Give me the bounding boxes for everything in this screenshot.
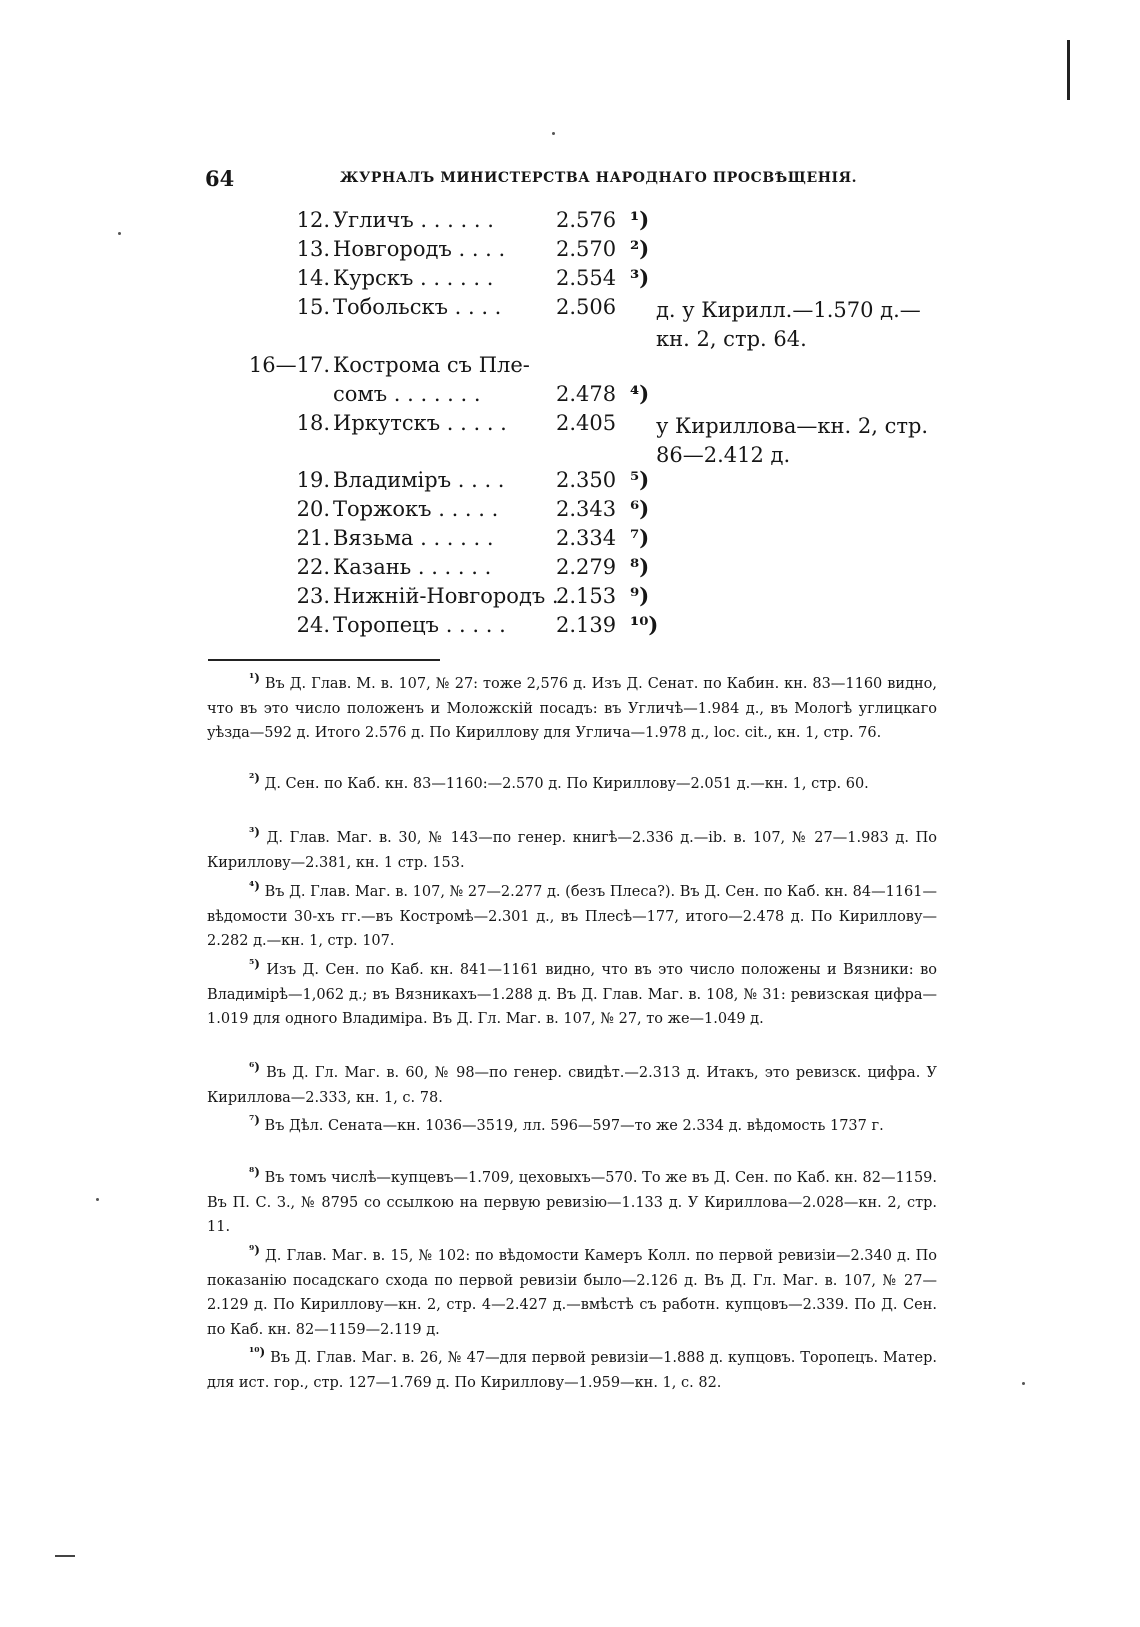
city-value: 2.576 — [556, 208, 617, 232]
table-row — [0, 494, 1140, 524]
city-name: Казань . . . . . . — [333, 555, 492, 579]
table-row — [0, 610, 1140, 640]
row-number: 22. — [296, 555, 330, 579]
footnote-text: Въ Дѣл. Сената—кн. 1036—3519, лл. 596—597—то же 2.334 д. вѣдомость 1737 г. — [264, 1118, 884, 1134]
footnote-ref: ⁹) — [630, 583, 650, 608]
city-value: 2.506 — [556, 295, 617, 319]
footnote — [207, 1114, 937, 1139]
footnote — [207, 1244, 937, 1342]
table-row — [0, 408, 1140, 470]
footnote-mark: ⁵) — [249, 957, 260, 972]
scan-edge-mark — [1067, 40, 1070, 100]
footnote — [207, 1346, 937, 1395]
footnote-mark: ¹) — [249, 671, 260, 686]
page-number: 64 — [205, 166, 235, 191]
side-note: у Кириллова—кн. 2, стр. 86—2.412 д. — [656, 414, 929, 467]
row-number: 23. — [296, 584, 330, 608]
city-name: Новгородъ . . . . — [333, 237, 506, 261]
footnote — [207, 826, 937, 875]
footnote-text: Въ Д. Глав. М. в. 107, № 27: тоже 2,576 д. Изъ Д. Сенат. по Кабин. кн. 83—1160 видно, что въ это число положенъ и Моложскій посадъ: въ Угличѣ—1.984 д., въ Мологѣ углицкаго уѣзда—592 д. Итого 2.576 д. По Кириллову для Углича—1.978 д., loc. cit., кн. 1, стр. 76. — [207, 676, 937, 741]
city-name: Торопецъ . . . . . — [333, 613, 506, 637]
footnote-text: Въ Д. Глав. Маг. в. 107, № 27—2.277 д. (безъ Плеса?). Въ Д. Сен. по Каб. кн. 84—1161—вѣдомости 30-хъ гг.—въ Костромѣ—2.301 д., въ Плесѣ—177, итого—2.478 д. По Кириллову—2.282 д.—кн. 1, стр. 107. — [207, 884, 937, 949]
city-value: 2.570 — [556, 237, 617, 261]
table-row — [0, 581, 1140, 611]
footnote-mark: ⁶) — [249, 1060, 260, 1075]
city-name: Вязьма . . . . . . — [333, 526, 494, 550]
city-value: 2.279 — [556, 555, 617, 579]
footnote — [207, 772, 937, 797]
footnote-text: Д. Глав. Маг. в. 15, № 102: по вѣдомости Камеръ Колл. по первой ревизіи—2.340 д. По показанію посадскаго схода по первой ревизіи было—2.126 д. Въ Д. Гл. Маг. в. 107, № 27—2.129 д. По Кириллову—кн. 2, стр. 4—2.427 д.—вмѣстѣ съ работн. купцовъ—2.339. По Д. Сен. по Каб. кн. 82—1159—2.119 д. — [207, 1248, 938, 1338]
table-row — [0, 234, 1140, 264]
footnote-ref: ⁶) — [630, 496, 650, 521]
city-name: Тобольскъ . . . . — [333, 295, 502, 319]
row-number: 24. — [296, 613, 330, 637]
row-number: 20. — [296, 497, 330, 521]
row-number: 12. — [296, 208, 330, 232]
city-name: Нижній-Новгородъ . — [333, 584, 559, 608]
table-row — [0, 350, 1140, 380]
row-number: 13. — [296, 237, 330, 261]
city-value: 2.554 — [556, 266, 617, 290]
footnote — [207, 958, 937, 1032]
footnote-text: Въ томъ числѣ—купцевъ—1.709, цеховыхъ—570. То же въ Д. Сен. по Каб. кн. 82—1159. Въ П. С. З., № 8795 со ссылкою на первую ревизію—1.133 д. У Кириллова—2.028—кн. 2, стр. 11. — [207, 1170, 938, 1235]
footnote-mark: ³) — [249, 825, 260, 840]
table-row — [0, 205, 1140, 235]
city-name: Курскъ . . . . . . — [333, 266, 494, 290]
city-value: 2.350 — [556, 468, 617, 492]
city-name: Кострома съ Пле- — [333, 353, 530, 377]
scan-speck — [96, 1198, 99, 1201]
table-row — [0, 292, 1140, 354]
city-name: Иркутскъ . . . . . — [333, 411, 507, 435]
footnote-mark: ²) — [249, 771, 260, 786]
footnote-ref: ¹⁰) — [630, 612, 659, 637]
row-number: 15. — [296, 295, 330, 319]
footnote-ref: ¹) — [630, 207, 650, 232]
city-value: 2.153 — [556, 584, 617, 608]
city-value: 2.478 — [556, 382, 617, 406]
footnote-text: Д. Сен. по Каб. кн. 83—1160:—2.570 д. По Кириллову—2.051 д.—кн. 1, стр. 60. — [264, 776, 869, 792]
footnote-separator — [208, 659, 440, 661]
row-number: 14. — [296, 266, 330, 290]
footnote-text: Въ Д. Гл. Маг. в. 60, № 98—по генер. свидѣт.—2.313 д. Итакъ, это ревизск. цифра. У Кириллова—2.333, кн. 1, с. 78. — [207, 1065, 937, 1106]
row-number: 16—17. — [248, 353, 330, 377]
footnote-ref: ⁷) — [630, 525, 650, 550]
footnote-ref: ²) — [630, 236, 650, 261]
scan-speck — [552, 132, 555, 135]
footnote-mark: ⁹) — [249, 1243, 260, 1258]
footnote-text: Д. Глав. Маг. в. 30, № 143—по генер. книгѣ—2.336 д.—ib. в. 107, № 27—1.983 д. По Кириллову—2.381, кн. 1 стр. 153. — [207, 830, 938, 871]
footnote — [207, 1166, 937, 1240]
city-value: 2.334 — [556, 526, 617, 550]
city-name: сомъ . . . . . . . — [333, 382, 481, 406]
scan-speck — [1022, 1382, 1025, 1385]
table-row — [0, 523, 1140, 553]
row-number: 19. — [296, 468, 330, 492]
city-value: 2.405 — [556, 411, 617, 435]
footnote-ref: ⁸) — [630, 554, 650, 579]
table-row — [0, 263, 1140, 293]
city-name: Угличъ . . . . . . — [333, 208, 494, 232]
table-row — [0, 379, 1140, 409]
city-value: 2.139 — [556, 613, 617, 637]
footnote-mark: ¹⁰) — [249, 1345, 266, 1360]
side-note: д. у Кирилл.—1.570 д.— кн. 2, стр. 64. — [656, 298, 921, 351]
footnote-text: Изъ Д. Сен. по Каб. кн. 841—1161 видно, что въ это число положены и Вязники: во Владимірѣ—1,062 д.; въ Вязникахъ—1.288 д. Въ Д. Глав. Маг. в. 108, № 31: ревизская цифра—1.019 для одного Владиміра. Въ Д. Гл. Маг. в. 107, № 27, то же—1.049 д. — [207, 962, 938, 1027]
footnote-mark: ⁷) — [249, 1113, 260, 1128]
footnote-ref: ⁴) — [630, 381, 650, 406]
scan-margin-line — [55, 1555, 75, 1557]
table-row — [0, 552, 1140, 582]
footnote-ref: ³) — [630, 265, 650, 290]
row-number: 21. — [296, 526, 330, 550]
table-row — [0, 465, 1140, 495]
footnote — [207, 880, 937, 954]
footnote-ref: ⁵) — [630, 467, 650, 492]
city-value: 2.343 — [556, 497, 617, 521]
city-name: Владиміръ . . . . — [333, 468, 505, 492]
row-number: 18. — [296, 411, 330, 435]
footnote-mark: ⁸) — [249, 1165, 260, 1180]
footnote — [207, 672, 937, 746]
footnote — [207, 1061, 937, 1110]
city-name: Торжокъ . . . . . — [333, 497, 499, 521]
running-title: ЖУРНАЛЪ МИНИСТЕРСТВА НАРОДНАГО ПРОСВѢЩЕНІЯ. — [340, 170, 858, 186]
footnote-mark: ⁴) — [249, 879, 260, 894]
footnote-text: Въ Д. Глав. Маг. в. 26, № 47—для первой ревизіи—1.888 д. купцовъ. Торопецъ. Матер. для ист. гор., стр. 127—1.769 д. По Кириллову—1.959—кн. 1, с. 82. — [207, 1350, 938, 1391]
